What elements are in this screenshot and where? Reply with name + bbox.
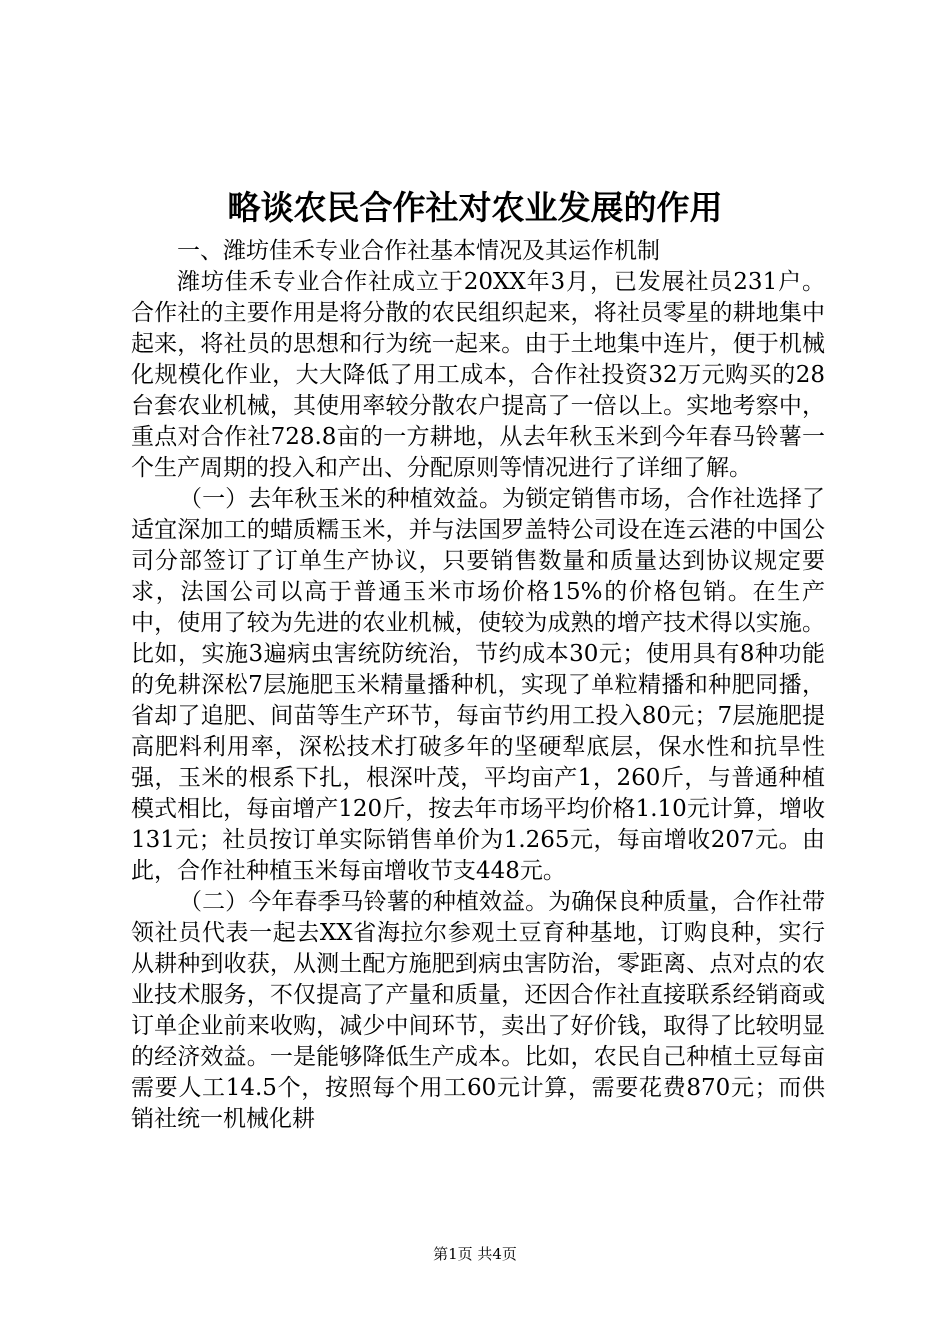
body-paragraph: 潍坊佳禾专业合作社成立于20XX年3月，已发展社员231户。合作社的主要作用是将分散的农民组织起来，将社员零星的耕地集中起来，将社员的思想和行为统一起来。由于土地集中连片，便于机械化规模化作业，大大降低了用工成本，合作社投资32万元购买的28台套农业机械，其使用率较分散农户提高了一倍以上。实地考察中，重点对合作社728.8亩的一方耕地，从去年秋玉米到今年春马铃薯一个生产周期的投入和产出、分配原则等情况进行了详细了解。 xyxy=(131,269,825,481)
body-paragraph: （二）今年春季马铃薯的种植效益。为确保良种质量，合作社带领社员代表一起去XX省海拉尔参观土豆育种基地，订购良种，实行从耕种到收获，从测土配方施肥到病虫害防治，零距离、点对点的农业技术服务，不仅提高了产量和质量，还因合作社直接联系经销商或订单企业前来收购，减少中间环节，卖出了好价钱，取得了比较明显的经济效益。一是能够降低生产成本。比如，农民自己种植土豆每亩需要人工14.5个，按照每个用工60元计算，需要花费870元；而供销社统一机械化耕 xyxy=(131,889,825,1132)
body-paragraph: （一）去年秋玉米的种植效益。为锁定销售市场，合作社选择了适宜深加工的蜡质糯玉米，并与法国罗盖特公司设在连云港的中国公司分部签订了订单生产协议，只要销售数量和质量达到协议规定要求，法国公司以高于普通玉米市场价格15%的价格包销。在生产中，使用了较为先进的农业机械，使较为成熟的增产技术得以实施。比如，实施3遍病虫害统防统治，节约成本30元；使用具有8种功能的免耕深松7层施肥玉米精量播种机，实现了单粒精播和种肥同播，省却了追肥、间苗等生产环节，每亩节约用工投入80元；7层施肥提高肥料利用率，深松技术打破多年的坚硬犁底层，保水性和抗旱性强，玉米的根系下扎，根深叶茂，平均亩产1，260斤，与普通种植模式相比，每亩增产120斤，按去年市场平均价格1.10元计算，增收131元；社员按订单实际销售单价为1.265元，每亩增收207元。由此，合作社种植玉米每亩增收节支448元。 xyxy=(131,486,825,884)
document-title: 略谈农民合作社对农业发展的作用 xyxy=(227,188,723,227)
section-heading: 一、潍坊佳禾专业合作社基本情况及其运作机制 xyxy=(177,238,660,264)
page-number: 第1页 共4页 xyxy=(433,1245,517,1263)
document-body xyxy=(131,236,825,1135)
